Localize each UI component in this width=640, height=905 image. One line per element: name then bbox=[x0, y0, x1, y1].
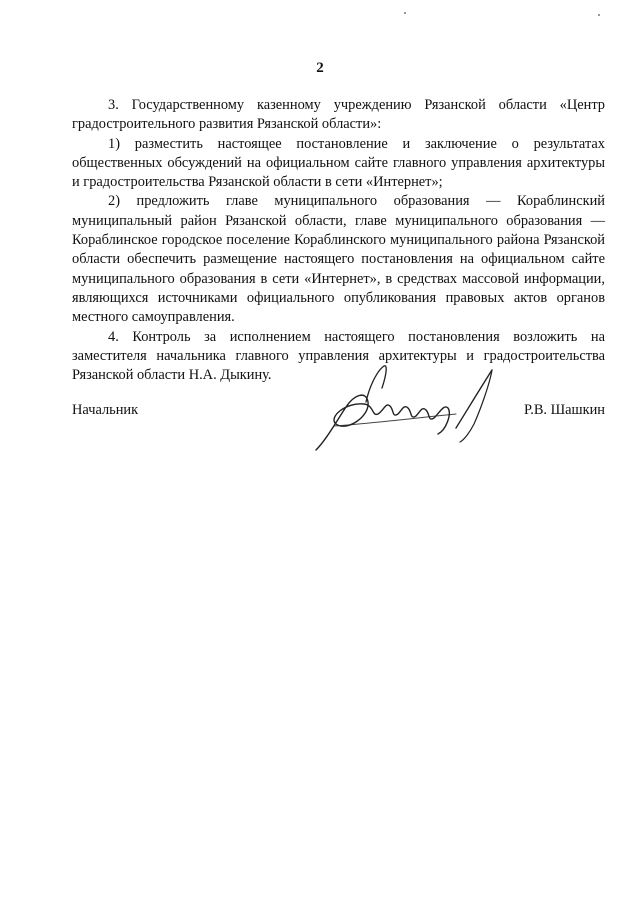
paragraph-subitem-1: 1) разместить настоящее постановление и заключение о результатах общественных обсуждений на официальном сайте главного управления архитектуры и градостроительства Рязанской области в сети «Интернет»; bbox=[72, 135, 605, 191]
document-body bbox=[72, 96, 605, 385]
scan-speck bbox=[598, 14, 600, 16]
scan-speck bbox=[404, 12, 406, 14]
signatory-name: Р.В. Шашкин bbox=[524, 402, 605, 418]
signatory-title: Начальник bbox=[72, 402, 139, 418]
page-number: 2 bbox=[316, 60, 324, 76]
handwritten-signature bbox=[306, 362, 500, 458]
paragraph-item-4: 4. Контроль за исполнением настоящего постановления возложить на заместителя начальника главного управления архитектуры и градостроительства Рязанской области Н.А. Дыкину. bbox=[72, 328, 605, 384]
paragraph-item-3: 3. Государственному казенному учреждению Рязанской области «Центр градостроительного развития Рязанской области»: bbox=[72, 97, 605, 133]
paragraph-subitem-2: 2) предложить главе муниципального образования — Кораблинский муниципальный район Рязанской области, главе муниципального образования — Кораблинское городское поселение Кораблинского муниципального района Рязанской области обеспечить размещение настоящего постановления на официальном сайте муниципального образования в сети «Интернет», в средствах массовой информации, являющихся источниками официального опубликования правовых актов органов местного самоуправления. bbox=[72, 193, 605, 326]
